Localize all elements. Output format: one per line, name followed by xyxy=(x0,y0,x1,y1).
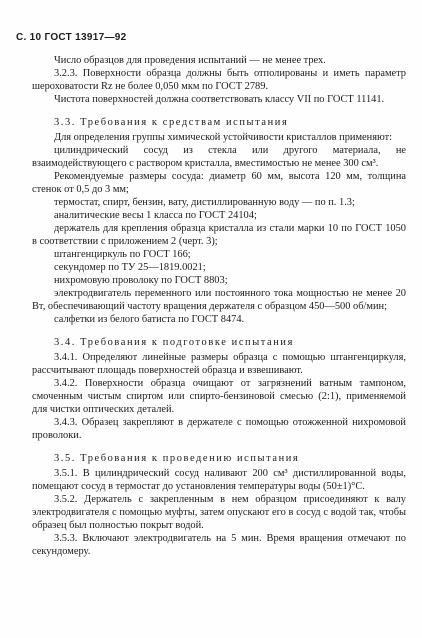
list-item: Рекомендуемые размеры сосуда: диаметр 60 мм, высота 120 мм, толщина стенок от 0,5 до 3 мм; xyxy=(32,171,406,195)
section-3-3-intro: Для определения группы химической устойчивости кристаллов применяют: xyxy=(54,132,393,143)
document-body xyxy=(32,54,406,558)
list-item: салфетки из белого батиста по ГОСТ 8474. xyxy=(54,314,245,325)
paragraph-3-5-1: 3.5.1. В цилиндрический сосуд наливают 200 см³ дистиллированной воды, помещают сосуд в термостат до установления температуры воды (50±1)°С. xyxy=(32,468,406,492)
paragraph-3-2-3: 3.2.3. Поверхности образца должны быть отполированы и иметь параметр шероховатости Rz не более 0,050 мкм по ГОСТ 2789. xyxy=(32,68,406,92)
page-header: С. 10 ГОСТ 13917—92 xyxy=(16,32,127,43)
list-item: электродвигатель переменного или постоянного тока мощностью не менее 20 Вт, обеспечивающий частоту вращения держателя с образцом 450—500 об/мин; xyxy=(32,288,406,312)
paragraph-3-4-3: 3.4.3. Образец закрепляют в держателе с помощью отожженной нихромовой проволоки. xyxy=(32,417,406,441)
paragraph-3-4-1: 3.4.1. Определяют линейные размеры образца с помощью штангенциркуля, рассчитывают площадь поверхностей образца и взвешивают. xyxy=(32,352,406,376)
list-item: аналитические весы 1 класса по ГОСТ 24104; xyxy=(54,210,257,221)
paragraph-surface-class: Чистота поверхностей должна соответствовать классу VII по ГОСТ 11141. xyxy=(54,94,385,105)
section-3-3-title: 3.3. Требования к средствам испытания xyxy=(54,117,289,128)
list-item: штангенциркуль по ГОСТ 166; xyxy=(54,249,191,260)
section-3-5-title: 3.5. Требования к проведению испытания xyxy=(54,453,300,464)
list-item: секундомер по ТУ 25—1819.0021; xyxy=(54,262,206,273)
paragraph-sample-count: Число образцов для проведения испытаний — не менее трех. xyxy=(54,55,326,66)
list-item: термостат, спирт, бензин, вату, дистиллированную воду — по п. 1.3; xyxy=(54,197,355,208)
list-item: цилиндрический сосуд из стекла или другого материала, не взаимодействующего с раствором кристалла, вместимостью не менее 300 см³. xyxy=(32,145,406,169)
section-3-4-title: 3.4. Требования к подготовке испытания xyxy=(54,337,294,348)
paragraph-3-5-3: 3.5.3. Включают электродвигатель на 5 мин. Время вращения отмечают по секундомеру. xyxy=(32,533,406,557)
paragraph-3-5-2: 3.5.2. Держатель с закрепленным в нем образцом присоединяют к валу электродвигателя с помощью муфты, затем опускают его в сосуд с водой так, чтобы образец был полностью покрыт водой. xyxy=(32,494,406,531)
list-item: нихромовую проволоку по ГОСТ 8803; xyxy=(54,275,228,286)
paragraph-3-4-2: 3.4.2. Поверхности образца очищают от загрязнений ватным тампоном, смоченным чистым спиртом или спирто-бензиновой смесью (2:1), применяемой для чистки оптических деталей. xyxy=(32,378,406,415)
list-item: держатель для крепления образца кристалла из стали марки 10 по ГОСТ 1050 в соответствии с приложением 2 (черт. 3); xyxy=(32,223,406,247)
